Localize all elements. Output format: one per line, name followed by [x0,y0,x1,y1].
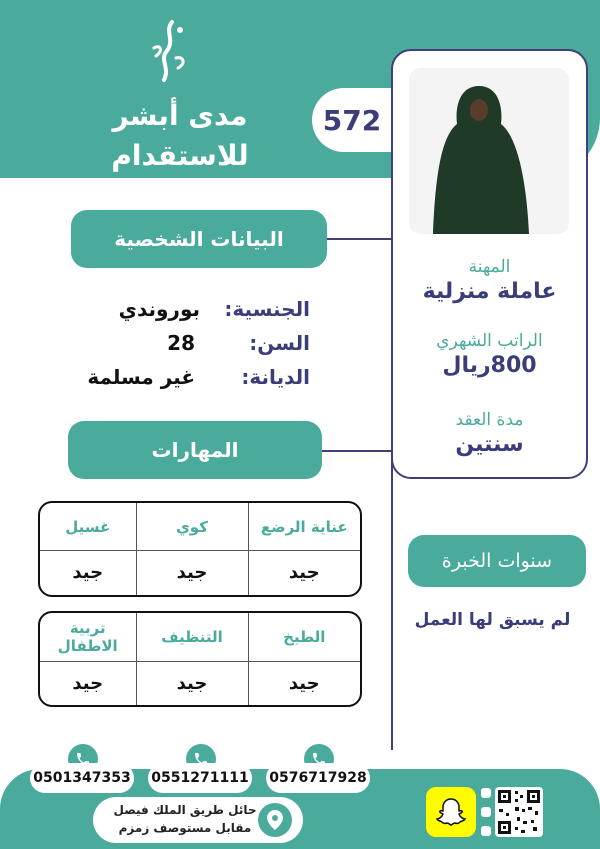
skill-rating: جيد [176,562,208,584]
connector-line [322,450,392,452]
skill-name: كوي [176,517,208,536]
qr-code [495,787,543,837]
salary-value: 800ريال [442,353,537,378]
contract-label: مدة العقد [455,410,524,430]
skill-name: الطبخ [283,628,326,647]
x-icon[interactable] [481,807,491,817]
skill-rating: جيد [288,672,320,694]
skill-name: التنظيف [161,628,223,647]
experience-heading: سنوات الخبرة [408,535,586,587]
address-line2: مقابل مستوصف زمزم [118,821,252,835]
nationality-label: الجنسية: [224,297,310,321]
religion-value: غير مسلمة [87,365,195,389]
worker-photo [409,68,569,234]
skill-name: غسيل [65,517,111,536]
phone-number-1[interactable]: 0576717928 [266,763,370,793]
personal-data-heading: البيانات الشخصية [71,210,327,268]
skill-rating: جيد [176,672,208,694]
experience-value: لم يسبق لها العمل [414,610,571,630]
address-text [112,801,258,837]
religion-label: الديانة: [241,365,310,389]
skill-rating: جيد [288,562,320,584]
occupation-value: عاملة منزلية [422,279,557,304]
salary-label: الراتب الشهري [436,331,543,351]
skill-name: عناية الرضع [260,517,348,536]
worker-figure-icon [409,68,569,234]
instagram-icon[interactable] [481,826,491,836]
reference-number: 572 [312,88,392,152]
skills-table-1 [38,501,362,597]
skills-table-2 [38,611,362,707]
social-icons [480,788,492,836]
company-logo-icon [142,18,192,84]
skill-name: تربية الاطفال [57,618,118,655]
skill-rating: جيد [72,672,104,694]
age-label: السن: [249,331,310,355]
contract-value: سنتين [455,432,524,457]
location-pin-icon [258,803,292,837]
age-value: 28 [167,331,195,355]
snapchat-icon[interactable] [426,787,476,837]
phone-number-2[interactable]: 0551271111 [148,763,252,793]
company-name-line1: مدى أبشر [112,99,248,132]
connector-line [327,238,391,240]
company-name-line2: للاستقدام [111,139,249,172]
nationality-value: بوروندي [118,297,200,321]
occupation-label: المهنة [468,257,511,277]
skill-rating: جيد [72,562,104,584]
phone-number-3[interactable]: 0501347353 [30,763,134,793]
vertical-connector-line [391,450,393,750]
tiktok-icon[interactable] [481,788,491,798]
company-name [80,96,280,176]
skills-heading: المهارات [68,421,322,479]
address-line1: حائل طريق الملك فيصل [113,803,257,817]
